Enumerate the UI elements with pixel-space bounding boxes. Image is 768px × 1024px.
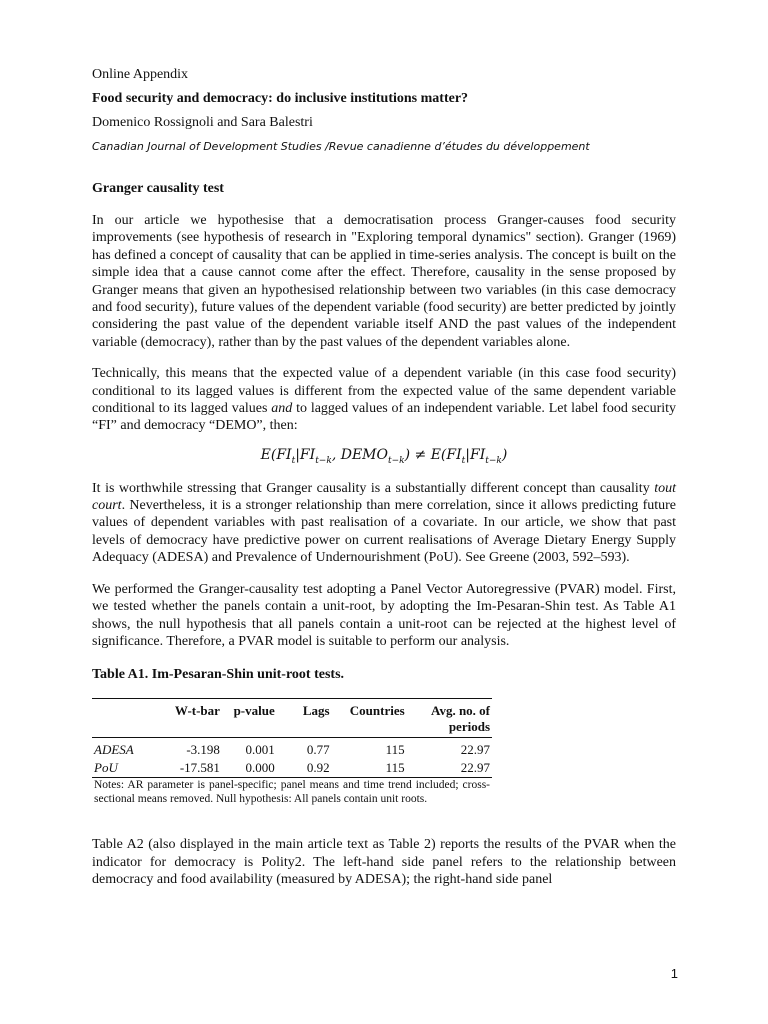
table-cell: 0.000 bbox=[222, 759, 277, 778]
table-notes: Notes: AR parameter is panel-specific; panel means and time trend included; cross-sectional means removed. Null hypothesis: All panels contain unit roots. bbox=[94, 779, 490, 806]
table-cell: 0.92 bbox=[277, 759, 332, 778]
table-header: Avg. no. of periods bbox=[431, 703, 490, 735]
table-row bbox=[92, 759, 492, 778]
paragraph-2: Technically, this means that the expected value of a dependent variable (in this case food security) conditional to its lagged values is different from the expected value of the same dependent variable conditional to its lagged values and to lagged values of an independent variable. Let label food security “FI” and democracy “DEMO”, then: bbox=[92, 366, 677, 434]
granger-formula: $E(FI_t|FI_{t-k}$, $DEMO_{t-k}) \ne E(FI_t|FI_{t-k})$ bbox=[260, 446, 508, 466]
table-header bbox=[92, 699, 167, 738]
table-cell: 0.001 bbox=[222, 738, 277, 760]
paragraph-1: In our article we hypothesise that a democratisation process Granger-causes food security improvements (see hypothesis of research in "Exploring temporal dynamics" section). Granger (1969) has defined a concept of causality that can be applied in time-series analysis. The concept is built on the simple idea that a cause cannot come after the effect. Therefore, causality in the sense proposed by Granger means that given an hypothesised relationship between two variables (in this case democracy and food security), future values of the dependent variable (food security) are better predicted by jointly considering the past value of the dependent variable itself AND the past values of the independent variable (democracy), rather than by the past values of the dependent variables alone. bbox=[92, 213, 676, 350]
table-cell: PoU bbox=[92, 759, 167, 778]
table-cell: 115 bbox=[332, 738, 407, 760]
table-caption: Table A1. Im-Pesaran-Shin unit-root tests. bbox=[92, 667, 345, 683]
table-header: Lags bbox=[302, 703, 330, 719]
paragraph-5: Table A2 (also displayed in the main article text as Table 2) reports the results of the PVAR when the indicator for democracy is Polity2. The left-hand side panel refers to the relationship between democracy and food availability (measured by ADESA); the right-hand side panel bbox=[92, 837, 676, 888]
page-number: 1 bbox=[670, 966, 678, 981]
paragraph-4: We performed the Granger-causality test adopting a Panel Vector Autoregressive (PVAR) model. First, we tested whether the panels contain a unit-root, by adopting the Im-Pesaran-Shin test. As Table A1 shows, the null hypothesis that all panels contain a unit-root can be rejected at the highest level of significance. Therefore, a PVAR model is suitable to perform our analysis. bbox=[92, 581, 676, 649]
table-header: p-value bbox=[233, 703, 275, 719]
table-cell: 22.97 bbox=[407, 738, 492, 760]
table-cell: -17.581 bbox=[167, 759, 222, 778]
table-cell: 0.77 bbox=[277, 738, 332, 760]
table-cell: ADESA bbox=[92, 738, 167, 760]
unit-root-table bbox=[92, 698, 492, 778]
table-cell: -3.198 bbox=[167, 738, 222, 760]
table-header: W-t-bar bbox=[174, 703, 220, 719]
paragraph-3: It is worthwhile stressing that Granger causality is a substantially different concept than causality tout court. Nevertheless, it is a stronger relationship than mere correlation, since it allows predicting future values of dependent variables with past realisation of a covariate. In our article, we show that past levels of democracy have predictive power on current realisations of Average Dietary Energy Supply Adequacy (ADESA) and Prevalence of Undernourishment (PoU). See Greene (2003, 592–593). bbox=[92, 480, 676, 566]
journal-name: Canadian Journal of Development Studies /Revue canadienne d’études du développement bbox=[92, 140, 590, 153]
table-cell: 22.97 bbox=[407, 759, 492, 778]
table-header: Countries bbox=[349, 703, 405, 719]
article-title: Food security and democracy: do inclusive institutions matter? bbox=[92, 91, 469, 106]
authors: Domenico Rossignoli and Sara Balestri bbox=[92, 115, 313, 130]
table-cell: 115 bbox=[332, 759, 407, 778]
appendix-label: Online Appendix bbox=[92, 67, 189, 82]
section-heading: Granger causality test bbox=[92, 181, 224, 196]
table-row bbox=[92, 738, 492, 760]
document-page bbox=[92, 66, 676, 889]
